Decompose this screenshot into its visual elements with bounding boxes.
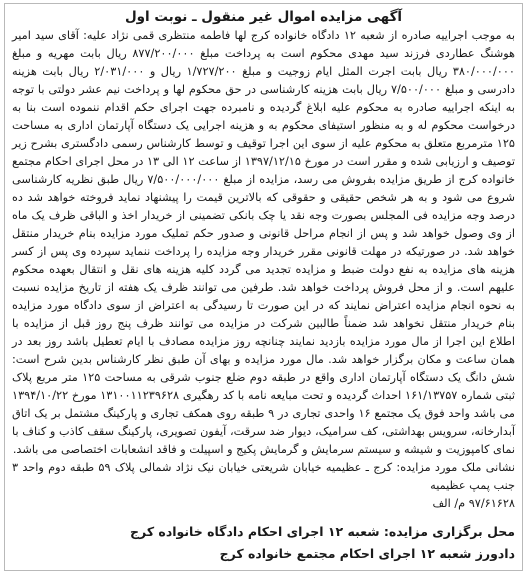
notice-title: آگهی مزایده اموال غیر منقول ـ نوبت اول [124, 9, 403, 25]
property-address: نشانی ملک مورد مزایده: کرج ـ عظیمیه خیابان شریعتی خیابان نیک نژاد شمالی پلاک ۵۹ طبقه دوم واحد ۳ جنب پمپ عظیمیه [12, 461, 515, 492]
auction-venue: محل برگزاری مزایده: شعبه ۱۲ اجرای احکام دادگاه خانواده کرج [130, 524, 515, 539]
bailiff-signature: دادورز شعبه ۱۲ اجرای احکام مجتمع خانواده کرج [219, 546, 515, 561]
auction-notice [4, 3, 523, 571]
reference-number: ۹۷/۶۱۶۲۸ م/ الف [432, 497, 515, 510]
notice-body: به موجب اجراییه صادره از شعبه ۱۲ دادگاه خانواده کرج لها فاطمه منتظری قمی نژاد علیه: آقای سید امیر هوشنگ عطاردی فرزند سید مهدی محکوم است به پرداخت مبلغ ۸۷۷/۲۰۰/۰۰۰ ریال بابت مهریه و مبلغ ۳۸۰/۰۰۰/۰۰۰ ریال بابت اجرت المثل ایام زوجیت و مبلغ ۱/۷۲۷/۲۰۰ ریال و ۲/۰۳۱/۰۰۰ ریال بابت هزینه دادرسی و مبلغ ۷/۵۰۰/۰۰۰ ریال بابت هزینه کارشناسی در حق محکوم لها و پرداخت نیم عشر دولتی با توجه به اینکه اجراییه صادره به محکوم علیه ابلاغ گردیده و نامبرده جهت اجرای حکم اقدام ننموده است بنا به درخواست محکوم له و به منظور استیفای محکوم به و هزینه اجرایی یک دستگاه آپارتمان اداری به مساحت ۱۲۵ مترمربع متعلق به محکوم علیه از سوی این اجرا توقیف و توسط کارشناس رسمی دادگستری بشرح زیر توصیف و ارزیابی شده و مقرر است در مورخ ۱۳۹۷/۱۲/۱۵ از ساعت ۱۲ الی ۱۳ در محل اجرای احکام مجتمع خانواده کرج از طریق مزایده بفروش می رسد، مزایده از مبلغ ۷/۵۰۰/۰۰۰/۰۰۰ ریال طبق نظریه کارشناسی شروع می شود و به هر شخص حقیقی و حقوقی که بالاترین قیمت را پیشنهاد نماید فروخته خواهد شد ده درصد وجه مزایده فی المجلس بصورت وجه نقد یا چک بانکی تضمینی از خریدار اخذ و الباقی ظرف یک ماه از وی وصول خواهد شد و پس از انجام مراحل قانونی و صدور حکم تملیک مورد مزایده بنام خریدار منتقل خواهد شد. در صورتیکه در مهلت قانونی مقرر خریدار وجه مزایده را پرداخت ننماید سپرده وی پس از کسر هزینه های مزایده به نفع دولت ضبط و مزایده تجدید می گردد کلیه هزینه های نقل و انتقال بعهده محکوم علیهم است. و از محل فروش پرداخت خواهد شد. طرفین می توانند ظرف یک هفته از تاریخ مزایده نسبت به نحوه انجام مزایده اعتراض نمایند که در این صورت تا رسیدگی به اعتراض از سوی دادگاه مورد مزایده بنام خریدار منتقل نخواهد شد ضمناً طالبین شرکت در مزایده می توانند ظرف پنج روز قبل از مزایده با اطلاع این اجرا از مال مورد مزایده بازدید نمایند چنانچه روز مزایده مصادف با ایام تعطیل باشد روز بعد در همان ساعت و مکان برگزار خواهد شد. مال مورد مزایده و بهای آن طبق نظر کارشناس بدین شرح است: شش دانگ یک دستگاه آپارتمان اداری واقع در طبقه دوم ضلع جنوب شرقی به مساحت ۱۲۵ متر مربع پلاک ثبتی شماره ۱۶۱/۱۳۷۵۷ احداث گردیده و تحت مبایعه نامه با کد رهگیری ۱۳۱۰۰۱۱۲۳۹۶۲۸ مورخ ۱۳۹۴/۱۰/۲۲ می باشد واحد فوق یک مجتمع ۱۶ واحدی تجاری در ۹ طبقه روی همکف تجاری و پارکینگ مشتمل بر یک اتاق آبدارخانه، سرویس بهداشتی، کف سرامیک، دیوار ضد سرقت، آیفون تصویری، پارکینگ سقف کاذب و کناف با نمای کامپوزیت و شیشه و سیستم سرمایش و گرمایش پکیج و اسپیلت و فاقد انشعابات اختصاصی می باشد. [12, 29, 515, 456]
notice-footer [12, 521, 515, 565]
